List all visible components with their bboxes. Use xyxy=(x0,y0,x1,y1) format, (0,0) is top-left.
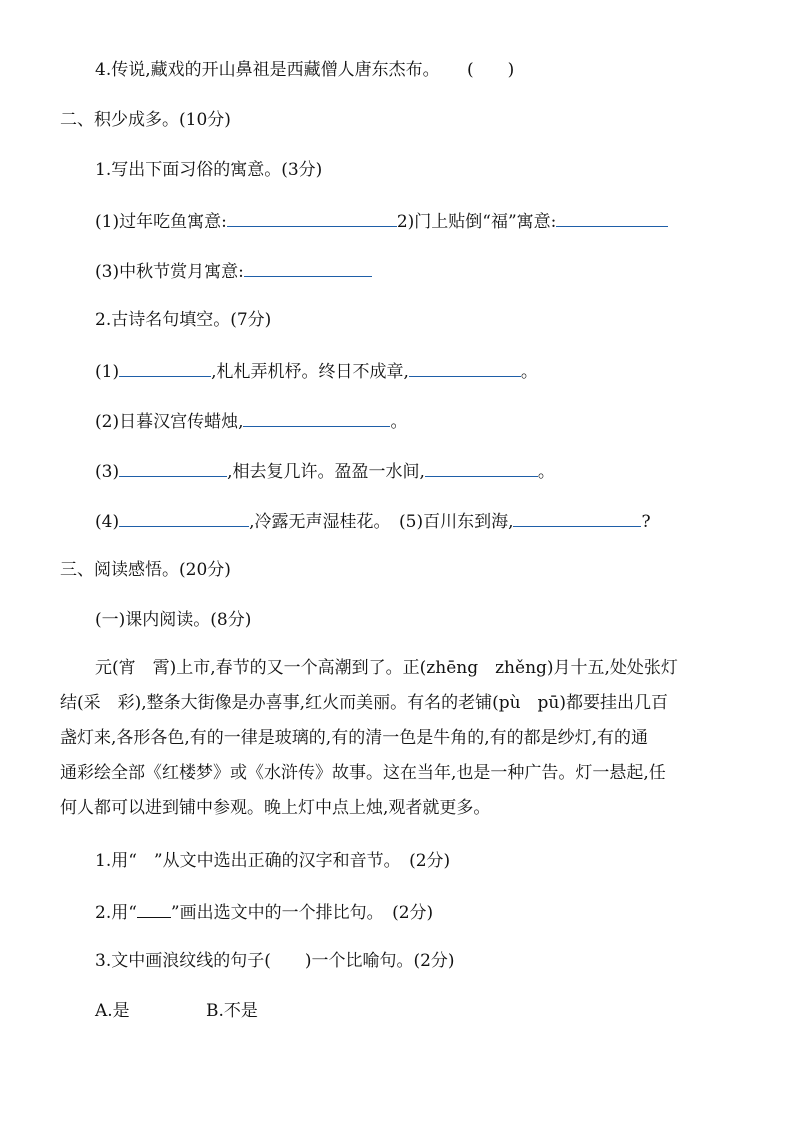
blank-poem-3b[interactable] xyxy=(425,458,538,477)
poem-1-num: (1) xyxy=(95,362,120,382)
reading-q2-a: 2.用“ xyxy=(95,903,137,923)
blank-poem-1a[interactable] xyxy=(119,358,211,377)
s2-q2-title: 2.古诗名句填空。(7分) xyxy=(95,310,272,330)
passage-line: 何人都可以进到铺中参观。晚上灯中点上烛,观者就更多。 xyxy=(60,798,491,818)
reading-1-title: (一)课内阅读。(8分) xyxy=(95,610,252,630)
reading-q2 xyxy=(95,899,433,925)
poem-2-text: (2)日暮汉宫传蜡烛, xyxy=(95,412,244,432)
poem-3-end: 。 xyxy=(537,462,555,482)
reading-q1: 1.用“ ”从文中选出正确的汉字和音节。 (2分) xyxy=(95,851,451,871)
option-a[interactable]: A.是 xyxy=(95,1001,130,1021)
blank-fish[interactable] xyxy=(227,208,397,227)
poem-4-num: (4) xyxy=(95,512,120,532)
s2-q1-a-label: (1)过年吃鱼寓意: xyxy=(95,212,227,232)
question-4-text: 4.传说,藏戏的开山鼻祖是西藏僧人唐东杰布。 xyxy=(95,60,440,80)
s2-q1-b-label: 2)门上贴倒“福”寓意: xyxy=(396,212,557,232)
blank-poem-1b[interactable] xyxy=(409,358,521,377)
blank-moon[interactable] xyxy=(244,258,372,277)
s2-q1-line1 xyxy=(95,208,668,234)
poem-line-4 xyxy=(95,508,651,534)
s2-q1-line2 xyxy=(95,258,372,284)
blank-poem-3a[interactable] xyxy=(119,458,227,477)
poem-line-2 xyxy=(95,408,407,434)
poem-1-end: 。 xyxy=(520,362,538,382)
poem-line-1 xyxy=(95,358,538,384)
answer-parenthesis[interactable]: ( ) xyxy=(467,60,515,80)
poem-4-end: ? xyxy=(641,512,651,532)
blank-poem-5[interactable] xyxy=(513,508,641,527)
blank-poem-4[interactable] xyxy=(119,508,249,527)
poem-3-mid: ,相去复几许。盈盈一水间, xyxy=(227,462,425,482)
passage-line: 结(采 彩),整条大街像是办喜事,红火而美丽。有名的老铺(pù pū)都要挂出几百 xyxy=(60,693,668,713)
poem-4-mid: ,冷露无声湿桂花。 (5)百川东到海, xyxy=(249,512,514,532)
question-4 xyxy=(95,58,514,82)
option-b[interactable]: B.不是 xyxy=(206,1001,258,1021)
section-2-title: 二、积少成多。(10分) xyxy=(60,110,231,130)
reading-q2-b: ”画出选文中的一个排比句。 (2分) xyxy=(170,903,434,923)
passage-line: 元(宵 霄)上市,春节的又一个高潮到了。正(zhēng zhěng)月十五,处处张灯 xyxy=(95,658,678,678)
s2-q1-c-label: (3)中秋节赏月寓意: xyxy=(95,262,244,282)
blank-poem-2[interactable] xyxy=(243,408,390,427)
poem-3-num: (3) xyxy=(95,462,120,482)
poem-1-mid: ,札札弄机杼。终日不成章, xyxy=(211,362,409,382)
reading-q3: 3.文中画浪纹线的句子( )一个比喻句。(2分) xyxy=(95,951,455,971)
s2-q1-title: 1.写出下面习俗的寓意。(3分) xyxy=(95,160,323,180)
passage-line: 盏灯来,各形各色,有的一律是玻璃的,有的清一色是牛角的,有的都是纱灯,有的通 xyxy=(60,728,649,748)
section-3-title: 三、阅读感悟。(20分) xyxy=(60,560,231,580)
poem-2-end: 。 xyxy=(390,412,408,432)
poem-line-3 xyxy=(95,458,555,484)
passage-line: 通彩绘全部《红楼梦》或《水浒传》故事。这在当年,也是一种广告。灯一悬起,任 xyxy=(60,763,666,783)
blank-fu[interactable] xyxy=(556,208,668,227)
underline-sample xyxy=(137,899,171,918)
